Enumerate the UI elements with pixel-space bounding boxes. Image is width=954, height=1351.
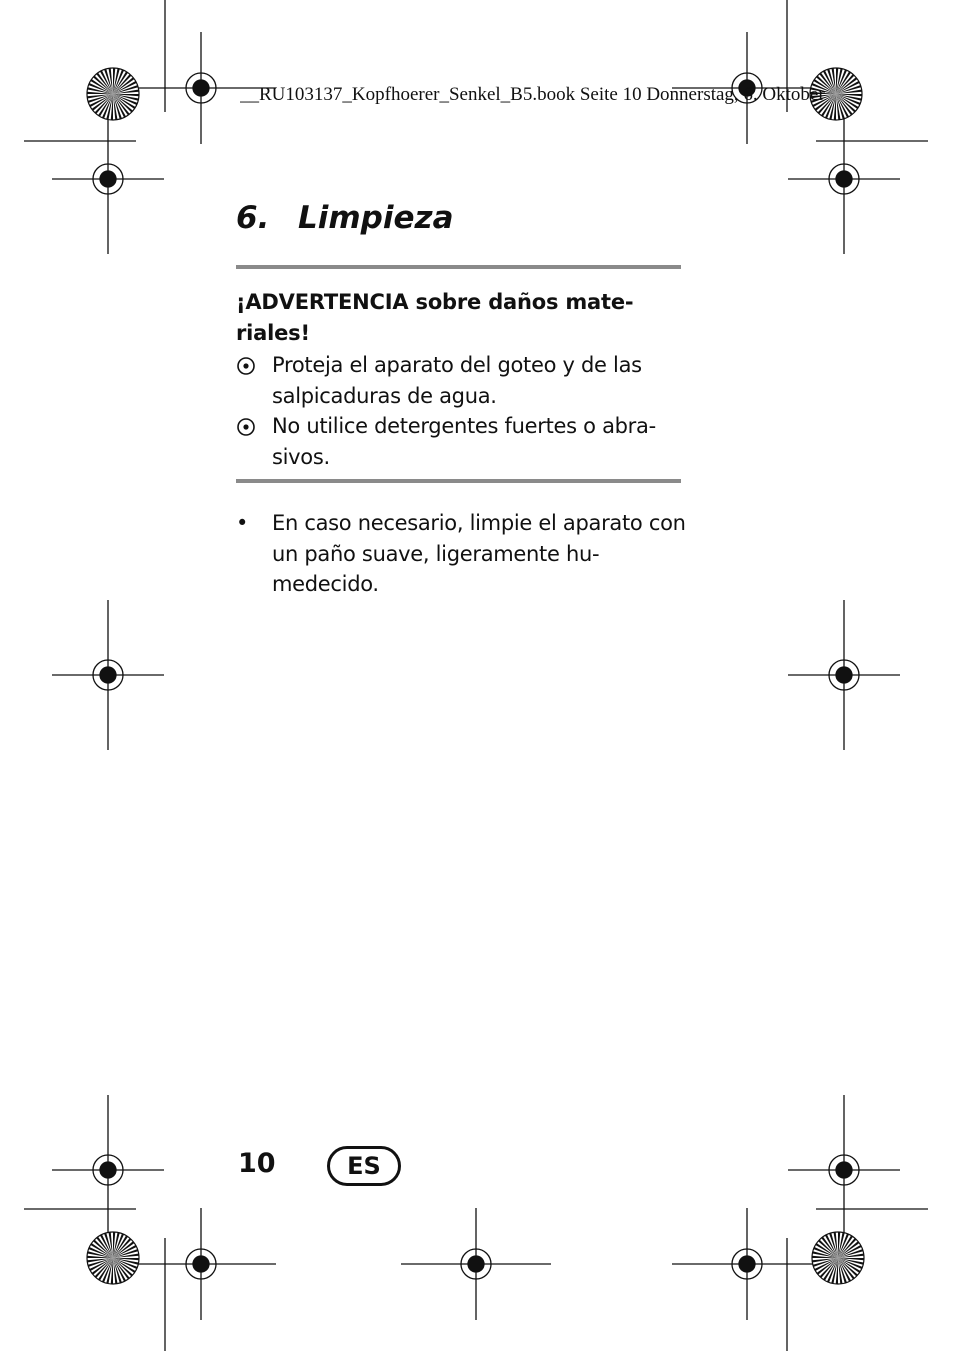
- starburst-marks: [87, 68, 864, 1284]
- section-title: Limpieza: [298, 200, 454, 236]
- warning-box-bottom-rule: [236, 479, 681, 483]
- warning-item-text: No utilice detergentes fuertes o abra-sivos.: [272, 414, 656, 469]
- crosshair-mark: [788, 104, 900, 254]
- crosshair-mark: [788, 1095, 900, 1245]
- warning-box-top-rule: [236, 265, 681, 269]
- bullet: •: [236, 511, 249, 535]
- warning-item: [236, 350, 686, 411]
- instruction-item-text: En caso necesario, limpie el aparato con un paño suave, ligeramente hu-medecido.: [272, 511, 686, 596]
- section-number: 6.: [236, 200, 270, 236]
- crosshair-mark: [401, 1208, 551, 1320]
- page-number: 10: [238, 1148, 276, 1179]
- warning-item: [236, 411, 686, 472]
- print-file-info: __RU103137_Kopfhoerer_Senkel_B5.book Seite 10 Donnerstag, 6. Oktober: [240, 84, 825, 105]
- warning-heading: ¡ADVERTENCIA sobre daños mate-riales!: [236, 290, 634, 345]
- target-icon: [236, 350, 266, 385]
- crosshair-mark: [788, 600, 900, 750]
- crosshair-mark: [672, 1208, 822, 1320]
- crosshair-mark: [52, 104, 164, 254]
- instruction-item: [236, 508, 686, 600]
- warning-item-text: Proteja el aparato del goteo y de las salpicaduras de agua.: [272, 353, 642, 408]
- crosshair-marks: [52, 32, 900, 1320]
- language-badge: ES: [327, 1146, 401, 1186]
- section-heading: [236, 200, 453, 236]
- warning-list: [236, 350, 686, 472]
- crosshair-mark: [52, 600, 164, 750]
- instruction-list: [236, 508, 686, 600]
- target-icon: [236, 411, 266, 446]
- starburst-mark: [812, 1232, 864, 1284]
- crosshair-mark: [52, 1095, 164, 1245]
- starburst-mark: [87, 68, 139, 120]
- starburst-mark: [87, 1232, 139, 1284]
- crosshair-mark: [126, 1208, 276, 1320]
